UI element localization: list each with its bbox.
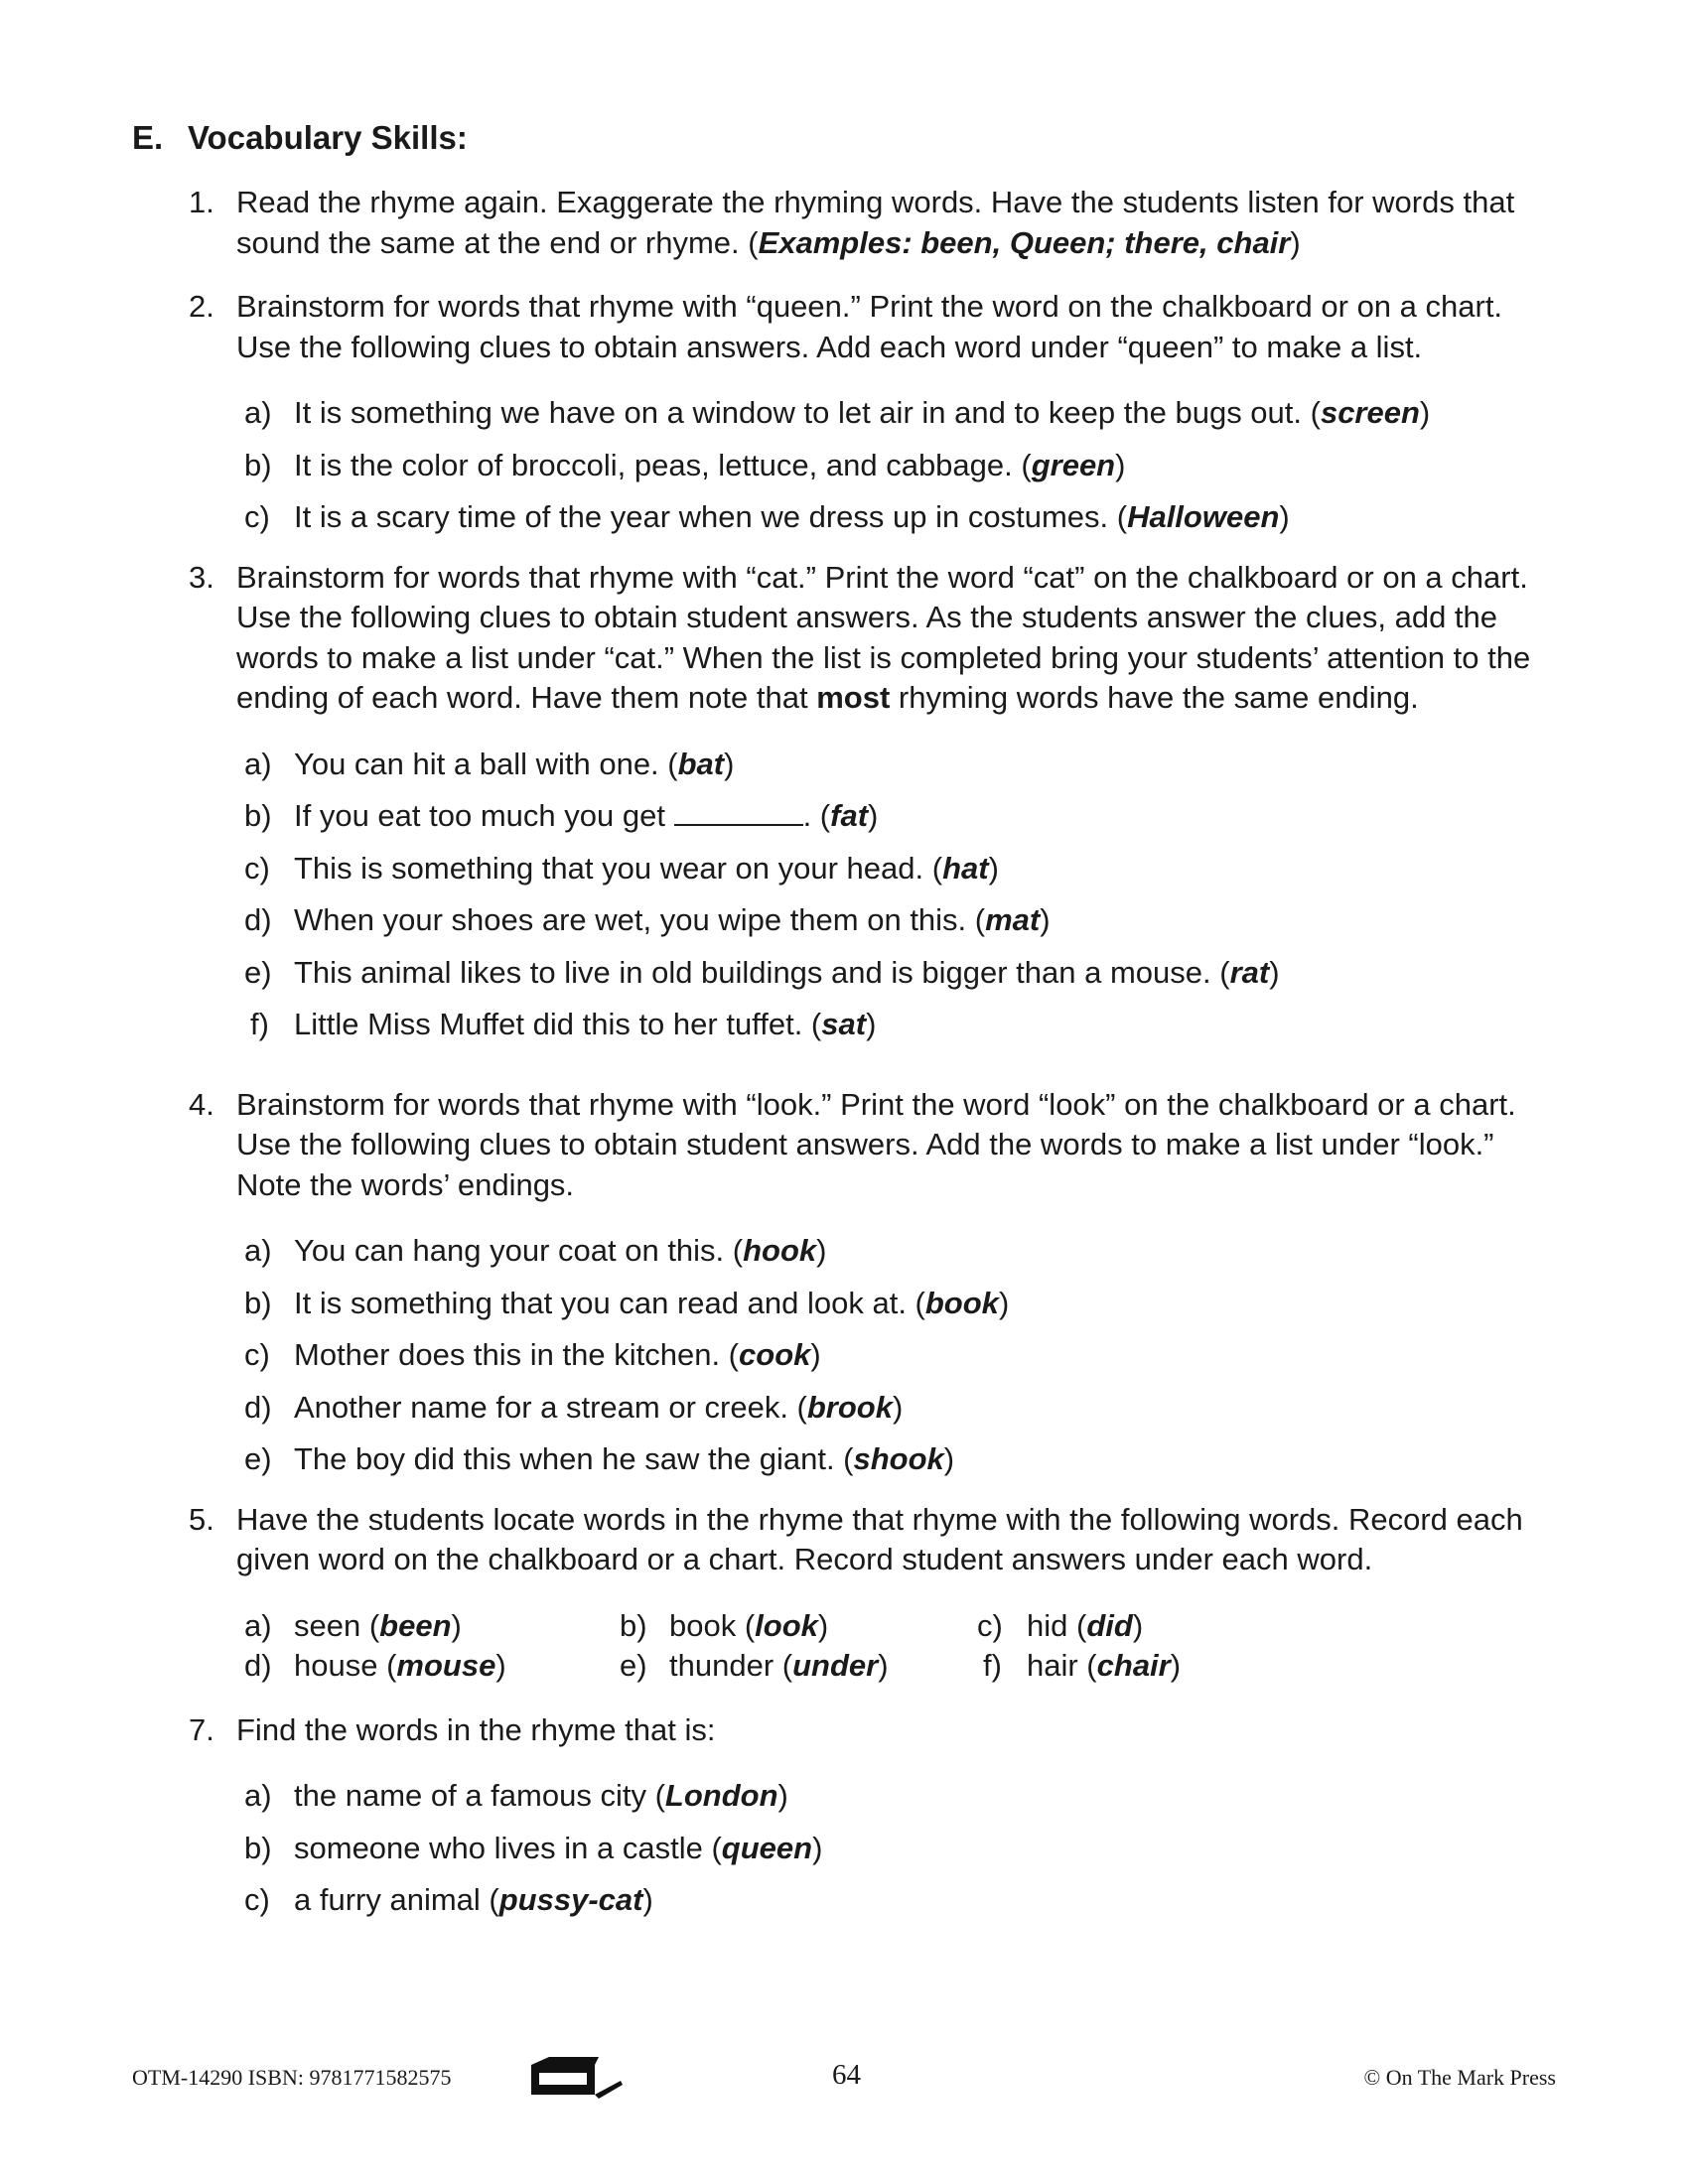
pair-close: ): [451, 1607, 462, 1643]
clue-answer: pussy-cat: [498, 1882, 643, 1917]
clue-answer: Halloween: [1127, 499, 1280, 534]
pair-letter: f): [983, 1648, 1002, 1683]
clue: [244, 953, 1549, 994]
rhyme-pair: [244, 1646, 620, 1687]
clue-answer: rat: [1229, 954, 1270, 990]
clue-close: ): [998, 1285, 1010, 1320]
clue-letter: e): [244, 1441, 272, 1476]
pair-word: thunder (: [669, 1648, 793, 1683]
clue-letter: c): [244, 1337, 270, 1372]
clue-text: The boy did this when he saw the giant. (: [294, 1441, 854, 1476]
clue-answer: book: [924, 1285, 999, 1320]
clue-close: ): [1115, 447, 1126, 482]
item-close-paren: ): [1290, 224, 1301, 260]
clue-close: ): [866, 1007, 877, 1041]
clue-answer: cook: [739, 1337, 811, 1372]
page-footer: [132, 2055, 1556, 2105]
clue-text: You can hit a ball with one. (: [294, 746, 678, 781]
clue-answer: sat: [821, 1007, 867, 1041]
item-number: 4.: [189, 1086, 214, 1122]
clue-close: ): [642, 1882, 653, 1917]
pair-answer: been: [379, 1607, 452, 1643]
pair-close: ): [817, 1607, 829, 1643]
clue-answer: brook: [806, 1389, 893, 1425]
rhyme-pair: [620, 1606, 977, 1647]
item-text-end: rhyming words have the same ending.: [890, 680, 1419, 715]
page-number: 64: [832, 2059, 861, 2091]
pair-letter: c): [977, 1607, 1003, 1643]
clue-text: You can hang your coat on this. (: [294, 1233, 744, 1268]
clue-letter: b): [244, 447, 272, 482]
rhyme-pair: [977, 1606, 1275, 1647]
clue-text: It is the color of broccoli, peas, lettuce, and cabbage. (: [294, 447, 1032, 482]
clue: [244, 393, 1549, 434]
clue: [244, 745, 1549, 785]
clue-answer: green: [1031, 447, 1116, 482]
clue-text: Mother does this in the kitchen. (: [294, 1337, 740, 1372]
clue-letter: c): [244, 850, 270, 886]
copyright: © On The Mark Press: [1363, 2065, 1556, 2090]
clue-answer: screen: [1320, 395, 1420, 430]
clue-close: ): [724, 746, 735, 781]
clue-letter: a): [244, 746, 272, 781]
item-1: [189, 183, 1549, 263]
clue: [244, 900, 1549, 941]
clue-answer: mat: [985, 902, 1041, 937]
pair-answer: did: [1086, 1607, 1133, 1643]
clue: [244, 1284, 1549, 1324]
clue-close: ): [1419, 395, 1431, 430]
clue: [244, 1388, 1549, 1429]
clue-close: ): [816, 1233, 827, 1268]
pair-close: ): [1170, 1648, 1182, 1683]
clue-close: ): [893, 1389, 904, 1425]
rhyme-pair: [977, 1646, 1275, 1687]
clue-answer: London: [664, 1778, 778, 1813]
item-2-clues: [189, 393, 1549, 538]
pair-close: ): [1132, 1607, 1144, 1643]
rhyme-pairs-grid: [189, 1606, 1549, 1687]
clue-text: This is something that you wear on your head. (: [294, 850, 943, 886]
clue-close: ): [868, 798, 879, 833]
item-answer: Examples: been, Queen; there, chair: [758, 224, 1291, 260]
item-text: Have the students locate words in the rhyme that rhyme with the following words. Record each given word on the chalkboard or a chart. Record student answers under each word.: [236, 1501, 1523, 1576]
item-number: 1.: [189, 185, 214, 219]
clue-answer: bat: [677, 746, 725, 781]
clue-letter: a): [244, 1233, 272, 1268]
clue-letter: d): [244, 1389, 272, 1425]
pair-letter: b): [620, 1607, 647, 1643]
pair-answer: mouse: [396, 1648, 496, 1683]
clue: [244, 1335, 1549, 1376]
clue-text: Another name for a stream or creek. (: [294, 1389, 807, 1425]
clue-close: ): [777, 1778, 788, 1813]
clue-letter: b): [244, 798, 272, 833]
clue-letter: b): [244, 1285, 272, 1320]
item-number: 7.: [189, 1711, 214, 1747]
clue-answer: hat: [942, 850, 989, 886]
item-number: 5.: [189, 1501, 214, 1537]
pair-close: ): [495, 1648, 506, 1683]
clue: [244, 1776, 1549, 1817]
pair-answer: look: [755, 1607, 818, 1643]
vocabulary-items: [189, 183, 1549, 1933]
clue-text: When your shoes are wet, you wipe them on this. (: [294, 902, 986, 937]
item-5: [189, 1500, 1549, 1580]
clue-answer: shook: [853, 1441, 944, 1476]
clue-text: someone who lives in a castle (: [294, 1830, 722, 1865]
product-code: OTM-14290 ISBN: 9781771582575: [132, 2065, 452, 2090]
clue-letter: a): [244, 1778, 272, 1813]
pair-word: seen (: [294, 1607, 380, 1643]
item-7: [189, 1710, 1549, 1751]
item-text: Read the rhyme again. Exaggerate the rhyming words. Have the students listen for words that sound the same at the end or rhyme. (: [236, 185, 1515, 260]
item-text: Find the words in the rhyme that is:: [236, 1711, 716, 1747]
clue: [244, 1005, 1549, 1045]
item-number: 3.: [189, 559, 214, 595]
clue-letter: f): [250, 1007, 269, 1041]
clue: [244, 446, 1549, 486]
item-emphasis: most: [816, 680, 891, 715]
clue-close: ): [1269, 954, 1280, 990]
clue-close: ): [810, 1337, 821, 1372]
rhyme-pair: [620, 1646, 977, 1687]
clue: [244, 1231, 1549, 1272]
item-number: 2.: [189, 289, 214, 324]
item-text: Brainstorm for words that rhyme with “look.” Print the word “look” on the chalkboard or a chart. Use the following clues to obtain student answers. Add the words to make a list under “look.” Note the words’ endings.: [236, 1086, 1516, 1202]
clue-text-after-blank: . (: [802, 798, 831, 833]
item-text: Brainstorm for words that rhyme with “cat.” Print the word “cat” on the chalkboard or on a chart. Use the following clues to obtain student answers. As the students answer the clues, add the words to make a list under “cat.” When the list is completed bring your students’ attention to the ending of each word. Have them note that: [236, 559, 1531, 715]
pair-word: hid (: [1027, 1607, 1087, 1643]
clue-close: ): [1279, 499, 1290, 534]
clue-letter: b): [244, 1830, 272, 1865]
clue: [244, 1829, 1549, 1869]
item-3-clues: [189, 745, 1549, 1045]
clue-answer: hook: [743, 1233, 817, 1268]
rhyme-pair: [244, 1606, 620, 1647]
clue-letter: c): [244, 499, 270, 534]
item-3: [189, 558, 1549, 719]
pair-letter: a): [244, 1607, 272, 1643]
book-logo-icon: [529, 2055, 625, 2107]
fill-in-blank: [674, 796, 803, 826]
clue-text: This animal likes to live in old buildings and is bigger than a mouse. (: [294, 954, 1230, 990]
pair-answer: chair: [1096, 1648, 1171, 1683]
clue-text: the name of a famous city (: [294, 1778, 665, 1813]
clue: [244, 1439, 1549, 1480]
clue: [244, 497, 1549, 538]
clue-text: Little Miss Muffet did this to her tuffet. (: [294, 1007, 822, 1041]
pair-word: house (: [294, 1648, 397, 1683]
pair-close: ): [878, 1648, 889, 1683]
pair-answer: under: [792, 1648, 879, 1683]
item-2: [189, 287, 1549, 367]
clue-close: ): [1040, 902, 1051, 937]
item-4: [189, 1085, 1549, 1206]
clue-answer: queen: [721, 1830, 813, 1865]
item-7-clues: [189, 1776, 1549, 1921]
pair-word: hair (: [1027, 1648, 1097, 1683]
clue-letter: c): [244, 1882, 270, 1917]
clue-letter: d): [244, 902, 272, 937]
clue-close: ): [988, 850, 999, 886]
clue-text: It is something that you can read and look at. (: [294, 1285, 925, 1320]
item-text: Brainstorm for words that rhyme with “queen.” Print the word on the chalkboard or on a chart. Use the following clues to obtain answers. Add each word under “queen” to make a list.: [236, 289, 1503, 364]
pair-letter: d): [244, 1648, 272, 1683]
clue-answer: fat: [830, 798, 869, 833]
item-4-clues: [189, 1231, 1549, 1480]
clue: [244, 1880, 1549, 1921]
clue: [244, 796, 1549, 837]
pair-word: book (: [669, 1607, 756, 1643]
clue-close: ): [812, 1830, 823, 1865]
clue-text: a furry animal (: [294, 1882, 499, 1917]
pair-letter: e): [620, 1648, 647, 1683]
section-title: Vocabulary Skills:: [188, 119, 468, 156]
clue-letter: e): [244, 954, 272, 990]
clue-letter: a): [244, 395, 272, 430]
clue-text: It is something we have on a window to let air in and to keep the bugs out. (: [294, 395, 1321, 430]
section-letter: E.: [132, 119, 164, 156]
clue-text: It is a scary time of the year when we dress up in costumes. (: [294, 499, 1128, 534]
section-heading: [132, 119, 468, 157]
clue-close: ): [943, 1441, 955, 1476]
clue-text: If you eat too much you get: [294, 798, 674, 833]
clue: [244, 849, 1549, 889]
